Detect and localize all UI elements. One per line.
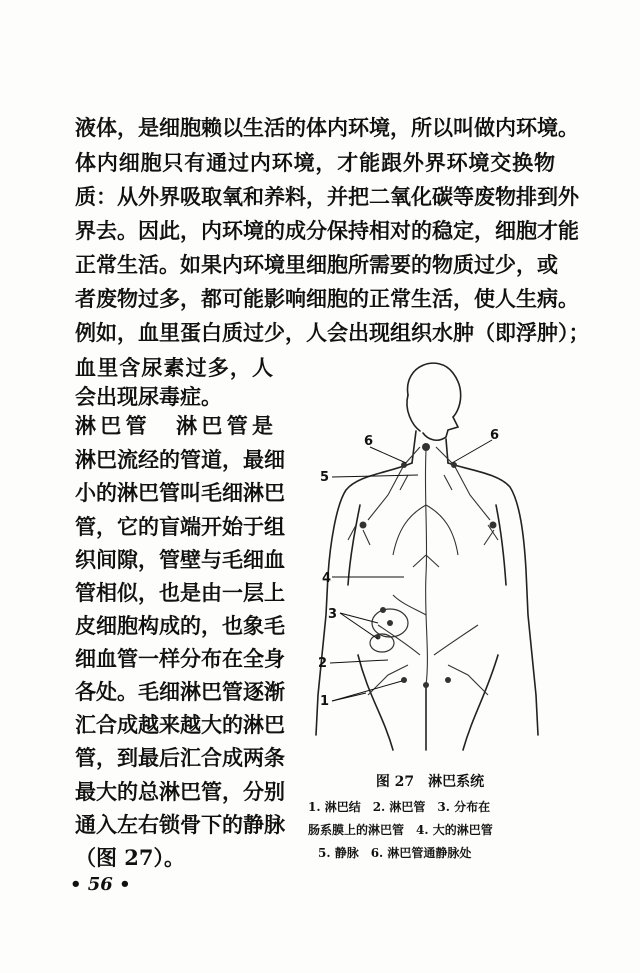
column-line-15: 通入左右锁骨下的静脉 bbox=[75, 812, 285, 837]
figure-caption: 图 27 淋巴系统 bbox=[375, 774, 485, 790]
column-line-14: 最大的总淋巴管，分别 bbox=[75, 779, 285, 804]
figure-label-5: 5 bbox=[320, 470, 330, 485]
column-line-8: 管相似，也是由一层上 bbox=[75, 580, 285, 605]
column-line-12: 汇合成越来越大的淋巴 bbox=[75, 712, 285, 737]
text-line-5: 正常生活。如果内环境里细胞所需要的物质过少，或 bbox=[75, 252, 558, 277]
column-line-13: 管，到最后汇合成两条 bbox=[75, 745, 285, 770]
text-line-1: 液体，是细胞赖以生活的体内环境，所以叫做内环境。 bbox=[75, 115, 579, 140]
column-line-7: 织间隙，管壁与毛细血 bbox=[75, 547, 285, 572]
text-line-7: 例如，血里蛋白质过少，人会出现组织水肿（即浮肿）； bbox=[75, 320, 590, 345]
page-number: • 56 • bbox=[70, 874, 131, 895]
column-line-6: 管，它的盲端开始于组 bbox=[75, 514, 285, 539]
figure-label-1: 1 bbox=[320, 694, 330, 709]
lymphatic-system-figure bbox=[308, 355, 540, 765]
figure-label-6-left: 6 bbox=[364, 434, 374, 449]
column-line-10: 细血管一样分布在全身 bbox=[75, 646, 285, 671]
column-line-16: （图 27）。 bbox=[75, 845, 186, 870]
section-heading-lymph-vessel: 淋巴管 淋巴管是 bbox=[75, 413, 273, 438]
column-line-1: 血里含尿素过多，人 bbox=[75, 355, 273, 380]
text-line-4: 界去。因此，内环境的成分保持相对的稳定，细胞才能 bbox=[75, 218, 579, 243]
text-line-3: 质：从外界吸取氧和养料，并把二氧化碳等废物排到外 bbox=[75, 184, 579, 209]
figure-legend-line-1: 1. 淋巴结 2. 淋巴管 3. 分布在 bbox=[308, 800, 491, 814]
text-line-6: 者废物过多，都可能影响细胞的正常生活，使人生病。 bbox=[75, 286, 579, 311]
column-line-5: 小的淋巴管叫毛细淋巴 bbox=[75, 480, 285, 505]
figure-label-3: 3 bbox=[328, 607, 338, 622]
figure-label-6-right: 6 bbox=[490, 428, 500, 443]
figure-label-2: 2 bbox=[318, 656, 328, 671]
figure-legend-line-2: 肠系膜上的淋巴管 4. 大的淋巴管 bbox=[308, 823, 493, 837]
column-line-2: 会出现尿毒症。 bbox=[75, 384, 222, 409]
column-line-4: 淋巴流经的管道，最细 bbox=[75, 447, 285, 472]
figure-label-4: 4 bbox=[322, 571, 332, 586]
column-line-9: 皮细胞构成的，也象毛 bbox=[75, 613, 285, 638]
column-line-11: 各处。毛细淋巴管逐渐 bbox=[75, 679, 285, 704]
figure-legend-line-3: 5. 静脉 6. 淋巴管通静脉处 bbox=[318, 846, 472, 860]
text-line-2: 体内细胞只有通过内环境，才能跟外界环境交换物 bbox=[75, 150, 555, 175]
